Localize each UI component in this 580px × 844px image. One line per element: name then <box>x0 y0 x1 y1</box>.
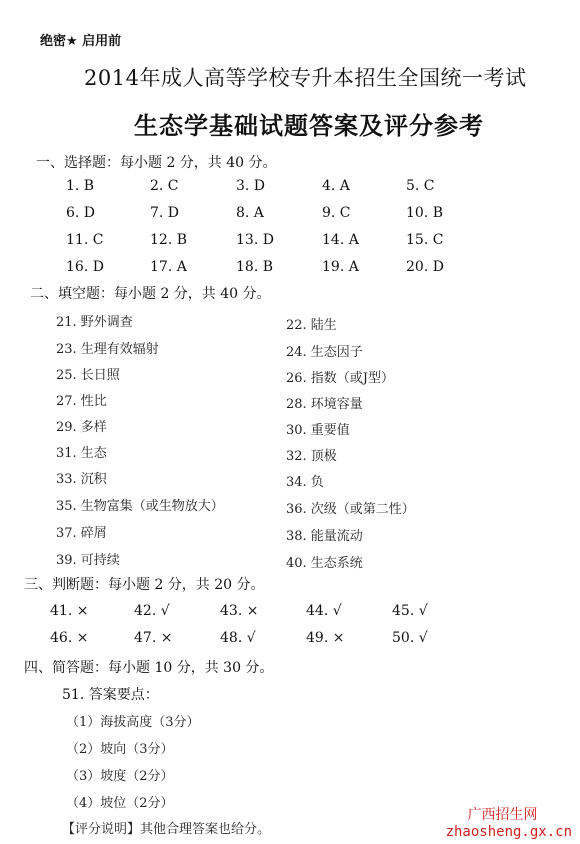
fill-answer: 36. 次级（或第二性） <box>286 502 415 517</box>
judge-answer: 43. × <box>220 603 259 619</box>
judge-answer: 42. √ <box>134 603 170 619</box>
fill-answer: 38. 能量流动 <box>286 529 363 544</box>
choice-answer: 12. B <box>150 232 188 248</box>
site-watermark <box>446 804 572 840</box>
watermark-site-name: 广西招生网 <box>467 807 538 823</box>
choice-answer: 16. D <box>66 259 104 275</box>
fill-answer: 23. 生理有效辐射 <box>56 342 159 357</box>
fill-answer: 30. 重要值 <box>286 423 350 438</box>
judge-answer: 44. √ <box>306 603 342 619</box>
fill-answer: 21. 野外调查 <box>56 315 133 330</box>
question-51-label: 51. 答案要点： <box>62 687 159 703</box>
fill-answer: 25. 长日照 <box>56 368 120 383</box>
watermark-url: zhaosheng.gx.cn <box>445 824 572 840</box>
fill-answer: 40. 生态系统 <box>286 556 363 571</box>
fill-answer: 34. 负 <box>286 475 324 490</box>
fill-answer: 32. 顶极 <box>286 449 337 464</box>
scoring-note: 【评分说明】其他合理答案也给分。 <box>62 822 271 837</box>
fill-answer: 33. 沉积 <box>56 472 107 487</box>
choice-answer: 4. A <box>322 178 350 194</box>
choice-answer: 5. C <box>406 178 435 194</box>
exam-title: 2014年成人高等学校专升本招生全国统一考试 <box>84 66 527 90</box>
choice-answer: 3. D <box>236 178 266 194</box>
choice-answer: 1. B <box>66 178 95 194</box>
judge-answer: 45. √ <box>392 603 428 619</box>
section-fill-heading: 二、填空题：每小题 2 分，共 40 分。 <box>30 286 271 302</box>
choice-answer: 10. B <box>406 205 444 221</box>
section-short-heading: 四、简答题：每小题 10 分，共 30 分。 <box>24 660 274 676</box>
judge-answer: 48. √ <box>220 630 256 646</box>
fill-answer: 27. 性比 <box>56 394 107 409</box>
fill-answer: 26. 指数（或J型） <box>286 371 395 386</box>
fill-answer: 31. 生态 <box>56 446 107 461</box>
choice-answer: 18. B <box>236 259 274 275</box>
choice-answer: 7. D <box>150 205 180 221</box>
judge-answer: 47. × <box>134 630 173 646</box>
choice-answer: 20. D <box>406 259 444 275</box>
fill-answer: 22. 陆生 <box>286 318 337 333</box>
choice-answer: 13. D <box>236 232 274 248</box>
choice-answer: 14. A <box>322 232 359 248</box>
secret-label: 绝密★ 启用前 <box>40 34 122 49</box>
fill-answer: 37. 碎屑 <box>56 526 107 541</box>
answer-point: （1）海拔高度（3分） <box>66 715 200 730</box>
choice-answer: 2. C <box>150 178 179 194</box>
fill-answer: 39. 可持续 <box>56 553 120 568</box>
fill-answer: 35. 生物富集（或生物放大） <box>56 499 224 514</box>
choice-answer: 6. D <box>66 205 96 221</box>
fill-answer: 28. 环境容量 <box>286 397 363 412</box>
fill-answer: 24. 生态因子 <box>286 345 363 360</box>
answer-point: （3）坡度（2分） <box>66 769 174 784</box>
choice-answer: 15. C <box>406 232 444 248</box>
judge-answer: 50. √ <box>392 630 428 646</box>
judge-answer: 49. × <box>306 630 345 646</box>
choice-answer: 9. C <box>322 205 351 221</box>
fill-answer: 29. 多样 <box>56 420 107 435</box>
judge-answer: 41. × <box>50 603 89 619</box>
choice-answer: 17. A <box>150 259 187 275</box>
answer-point: （2）坡向（3分） <box>66 742 174 757</box>
choice-answer: 8. A <box>236 205 264 221</box>
answer-subtitle: 生态学基础试题答案及评分参考 <box>134 112 484 140</box>
choice-answer: 11. C <box>66 232 104 248</box>
choice-answer: 19. A <box>322 259 359 275</box>
judge-answer: 46. × <box>50 630 89 646</box>
answer-point: （4）坡位（2分） <box>66 796 174 811</box>
section-choice-heading: 一、选择题：每小题 2 分，共 40 分。 <box>36 155 277 171</box>
section-judge-heading: 三、判断题：每小题 2 分，共 20 分。 <box>24 577 265 593</box>
